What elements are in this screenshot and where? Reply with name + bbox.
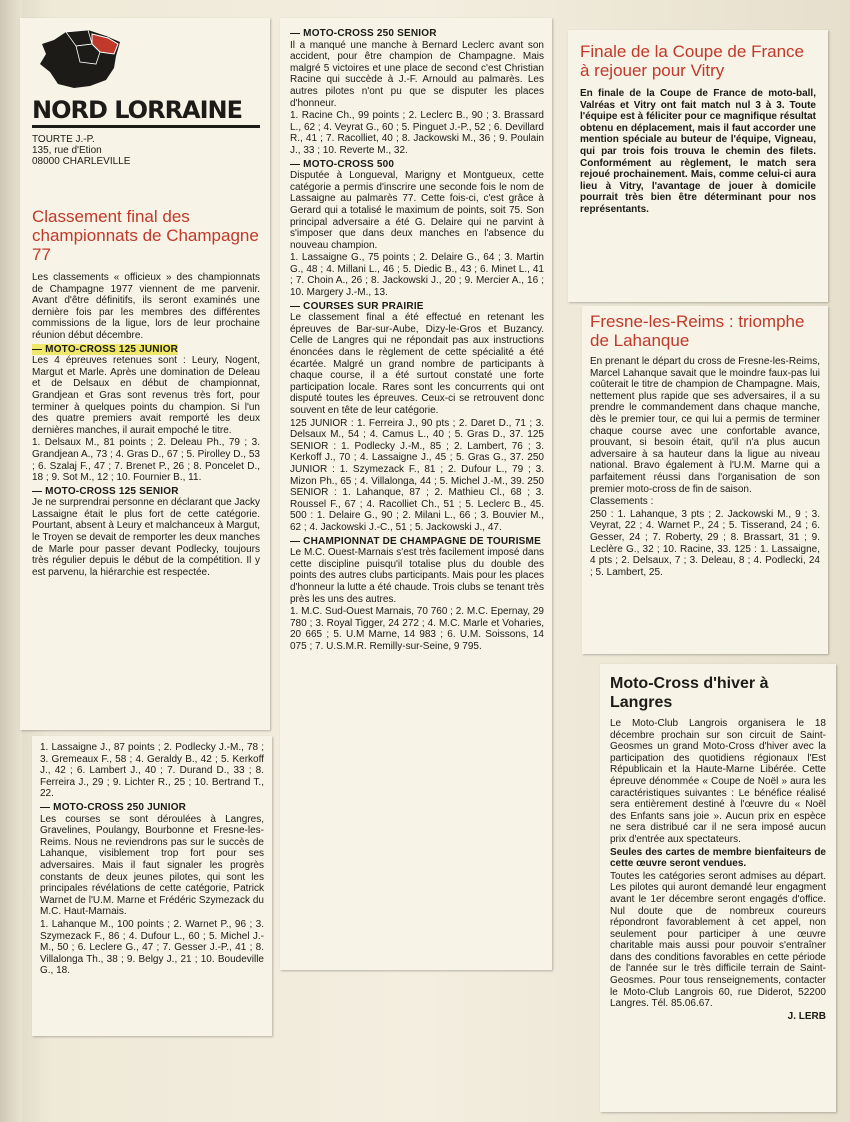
results-250-senior: 1. Racine Ch., 99 points ; 2. Leclerc B., 90 ; 3. Brassard L., 62 ; 4. Veyrat G., 60 ; 5. Pinguet J.-P., 52 ; 6. Devillard R., 41 ; 7. Racolliet, 40 ; 8. Jackowski M., 36 ; 9. Poulain J., 33 ; 10. Reverte M., 32. [290, 110, 544, 156]
article-bold-langres: Seules des cartes de membre bienfaiteurs de cette œuvre seront vendues. [610, 846, 826, 870]
clipping-250-junior [32, 736, 272, 1036]
article-text-langres-1: Le Moto-Club Langrois organisera le 18 décembre prochain sur son circuit de Saint-Geosmes un grand Moto-Cross d'hiver avec la participation des quotidiens régionaux l'Est Républicain et la Haute-Marne Libérée. Cette épreuve dénommée « Coupe de Noël » aura les caractéristiques suivantes : Le bénéfice réalisé sera entièrement destiné à l'œuvre du « Noël des Enfants sans joie ». Aucun prix en espèce ne sera distribué car il ne sera imposé aucun prix d'entrée aux spectateurs. [610, 718, 826, 845]
section-text-500: Disputée à Longueval, Marigny et Montgueux, cette catégorie a permis d'inscrire une seconde fois le nom de Lassaigne au palmarès 77. Cette fois-ci, c'est grâce à Gerard qui a totalisé le maximum de points, soit 75. Son principal adversaire a été G. Delaire qui ne parvint à s'imposer que dans deux manches en l'absence du nouveau champion. [290, 170, 544, 251]
author-signature: J. LERB [787, 1010, 826, 1022]
section-head-125-junior: — MOTO-CROSS 125 JUNIOR [32, 343, 179, 355]
results-250-junior: 1. Lahanque M., 100 points ; 2. Warnet P., 96 ; 3. Szymezack F., 86 ; 4. Dufour L., 60 ; 5. Michel J.-M., 50 ; 6. Leclere G., 47 ; 7. Gesser J.-P., 41 ; 8. Villalonga Th., 38 ; 9. Belgy J., 21 ; 10. Boudeville G., 18. [40, 918, 264, 977]
results-fresne: 250 : 1. Lahanque, 3 pts ; 2. Jackowski M., 9 ; 3. Veyrat, 22 ; 4. Warnet P., 24 ; 5. Tisserand, 24 ; 6. Gesser, 24 ; 7. Roberty, 29 ; 8. Brassart, 31 ; 9. Leclère G., 32 ; 10. Racine, 33. 125 : 1. Lassaigne, 4 pts ; 2. Delsaux, 7 ; 3. Deleau, 8 ; 4. Podlecki, 24 ; 5. Lambert, 25. [590, 508, 820, 578]
article-text-fresne: En prenant le départ du cross de Fresne-les-Reims, Marcel Lahanque savait que le moindre faux-pas lui coûterait le titre de champion de Champagne. Mais, nettement plus rapide que ses adversaires, il a su prendre le commandement dans chaque manche, dès le premier tour, ce qui lui a permis de terminer chaque course avec une confortable avance, prouvant, si besoin était, qu'il n'a plus aucun adversaire à sa hauteur dans la ligue au niveau national. Bravo également à l'U.M. Marne qui a parfaitement réussi dans l'organisation de son premier moto-cross de fin de saison. [590, 356, 820, 495]
section-head-tourisme: — CHAMPIONNAT DE CHAMPAGNE DE TOURISME [290, 535, 541, 547]
section-head-250-junior: — MOTO-CROSS 250 JUNIOR [40, 801, 187, 813]
section-text-250-senior: Il a manqué une manche à Bernard Leclerc avant son accident, pour être champion de Champagne. Mais malgré 5 victoires et une place de second c'est Christian Racine qui succède à J.-F. Arnould au palmarès. Les autres pilotes n'ont pu que se disputer les places d'honneur. [290, 39, 544, 109]
article-text-coupe: En finale de la Coupe de France de moto-ball, Valréas et Vitry ont fait match nul 3 à 3. Toute l'équipe est à féliciter pour ce magnifique résultat obtenu en déplacement, mais il faut accorder une mention spéciale au buteur de l'équipe, Vigneau, qui par trois fois trouva le chemin des filets. Conformément au règlement, le match sera rejoué prochainement. Mais, comme celui-ci aura lieu à Vitry, l'avantage de jouer à domicile pourrait très bien être déterminant pour nos représentants. [580, 88, 816, 215]
intro-paragraph: Les classements « officieux » des championnats de Champagne 1977 viennent de me parvenir. Avant d'être définitifs, ils seront examinés une dernière fois par les membres des différentes commissions de la ligue, lors de leur prochaine réunion début décembre. [32, 272, 260, 341]
results-125-junior: 1. Delsaux M., 81 points ; 2. Deleau Ph., 79 ; 3. Grandjean A., 73 ; 4. Gras D., 67 ; 5. Pirolley D., 53 ; 6. Szalaj F., 47 ; 7. Brenet P., 26 ; 8. Poncelet D., 18 ; 9. Sot M., 12 ; 10. Fournier B., 11. [32, 437, 260, 484]
correspondent-address [32, 134, 260, 167]
clipping-langres [600, 664, 836, 1112]
clipping-column-2 [280, 18, 552, 970]
article-title-langres: Moto-Cross d'hiver à Langres [610, 675, 769, 711]
results-prairie: 125 JUNIOR : 1. Ferreira J., 90 pts ; 2. Daret D., 71 ; 3. Delsaux M., 54 ; 4. Camus L., 40 ; 5. Gras D., 37. 125 SENIOR : 1. Podlecky J.-M., 85 ; 2. Lambert, 76 ; 3. Kerkoff J., 70 ; 4. Lassaigne J., 45 ; 5. Gras G., 37. 250 JUNIOR : 1. Szymezack F., 81 ; 2. Dufour L., 79 ; 3. Mizon Ph., 65 ; 4. Villalonga, 44 ; 5. Michel J.-M., 39. 250 SENIOR : 1. Lahanque, 87 ; 2. Mathieu Cl., 68 ; 3. Roussel F., 67 ; 4. Racolliet Ch., 51 ; 5. Leclerc B., 45. 500 : 1. Delaire G., 90 ; 2. Milani L., 66 ; 3. Bouvier M., 62 ; 4. Jackowski J.-C., 51 ; 5. Jackowski J., 47. [290, 417, 544, 533]
results-tourisme: 1. M.C. Sud-Ouest Marnais, 70 760 ; 2. M.C. Epernay, 29 780 ; 3. Royal Tigger, 24 272 ; 4. M.C. Marle et Voharies, 20 665 ; 5. U.M Marne, 14 983 ; 6. U.M. Soissons, 14 075 ; 7. U.S.M.R. Remilly-sur-Seine, 9 795. [290, 606, 544, 652]
clipping-coupe-de-france [568, 30, 828, 302]
france-map-icon [36, 28, 126, 90]
section-text-250-junior: Les courses se sont déroulées à Langres, Gravelines, Poulangy, Bourbonne et Fresne-les-Reims. Nous ne reviendrons pas sur le succès de Lahanque, visiblement trop fort pour ses adversaires. Mais il faut signaler les progrès constants de deux jeunes pilotes, qui sont les principales révélations de cette catégorie, Patrick Warnet de l'U.M. Marne et Frédéric Szymezack du M.C. Haut-Marnais. [40, 813, 264, 918]
address-street: 135, rue d'Etion [32, 145, 102, 156]
section-head-125-senior: — MOTO-CROSS 125 SENIOR [32, 485, 179, 497]
binder-edge [0, 0, 22, 1122]
results-500: 1. Lassaigne G., 75 points ; 2. Delaire G., 64 ; 3. Martin G., 48 ; 4. Millani L., 46 ; 5. Diedic B., 43 ; 6. Minet L., 41 ; 7. Choin A., 26 ; 8. Jackowski J., 20 ; 9. Mercier A., 16 ; 10. Margery J.-M., 13. [290, 252, 544, 299]
article-text-langres-2: Toutes les catégories seront admises au départ. Les pilotes qui auront demandé leur engagment avant le 1er décembre seront engagés d'office. Nul doute que de nombreux coureurs répondront favorablement à cet appel, non seulement pour participer à une œuvre charitable mais aussi pour pouvoir s'entraîner dans des conditions favorables en cette période de l'année sur le très difficile terrain de Saint-Geosmes. Pour tous renseignements, contacter le Moto-Club Langrois 60, rue Diderot, 52200 Langres. Tél. 85.06.67. [610, 870, 826, 1010]
address-city: 08000 CHARLEVILLE [32, 156, 131, 167]
clipping-fresne-les-reims [582, 306, 828, 654]
clipping-nord-lorraine [20, 18, 270, 730]
section-head-500: — MOTO-CROSS 500 [290, 158, 395, 170]
section-text-125-junior: Les 4 épreuves retenues sont : Leury, Nogent, Margut et Marle. Après une domination de Deleau et de Delsaux en début de championnat, Grandjean et Gras sont revenus très fort, pour terminer à quelques points du champion. Si l'un des quatre premiers avait remporté les deux dernières manches, il aurait empoché le titre. [32, 355, 260, 436]
section-text-prairie: Le classement final a été effectué en retenant les épreuves de Bar-sur-Aube, Dizy-le-Gros et Buzancy. Celle de Langres qui ne répondait pas aux instructions énoncées dans le règlement de cette spécialité a été écartée. Malgré un grand nombre de participants à chaque course, il a été surtout constaté une forte participation locale. Rares sont les concurrents qui ont disputé toutes les épreuves. Ceux-ci se retrouvent donc souvent en tête de leur catégorie. [290, 312, 544, 416]
section-text-125-senior: Je ne surprendrai personne en déclarant que Jacky Lassaigne était le plus fort de cette catégorie. Pourtant, absent à Leury et malchanceux à Margut, le Troyen se devait de remporter les deux manches de Marle pour passer devant Podlecky, toujours très régulier depuis le début de la compétition. Il y est parvenu, la hiérarchie est respectée. [32, 497, 260, 578]
section-head-250-senior: — MOTO-CROSS 250 SENIOR [290, 28, 437, 39]
correspondent-name: TOURTE J.-P. [32, 134, 95, 145]
region-masthead: NORD LORRAINE [32, 96, 260, 128]
article-title-classement: Classement final des championnats de Champagne 77 [32, 207, 259, 264]
results-label-fresne: Classements : [590, 496, 654, 508]
section-text-tourisme: Le M.C. Ouest-Marnais s'est très facilement imposé dans cette discipline puisqu'il totalise plus du double des points des autres clubs participants. Mais pour les places d'honneur la lutte a été chaude. Trois clubs se tenant très près les uns des autres. [290, 547, 544, 605]
section-head-prairie: — COURSES SUR PRAIRIE [290, 300, 424, 312]
article-title-coupe: Finale de la Coupe de France à rejouer pour Vitry [580, 42, 804, 80]
article-title-fresne: Fresne-les-Reims : triomphe de Lahanque [590, 312, 805, 350]
results-125-senior: 1. Lassaigne J., 87 points ; 2. Podlecky J.-M., 78 ; 3. Gremeaux F., 58 ; 4. Geraldy B., 42 ; 5. Kerkoff J., 42 ; 6. Lambert J., 40 ; 7. Durand D., 33 ; 8. Ferreira J., 29 ; 9. Lichter R., 25 ; 10. Bertrand T., 22. [40, 742, 264, 800]
